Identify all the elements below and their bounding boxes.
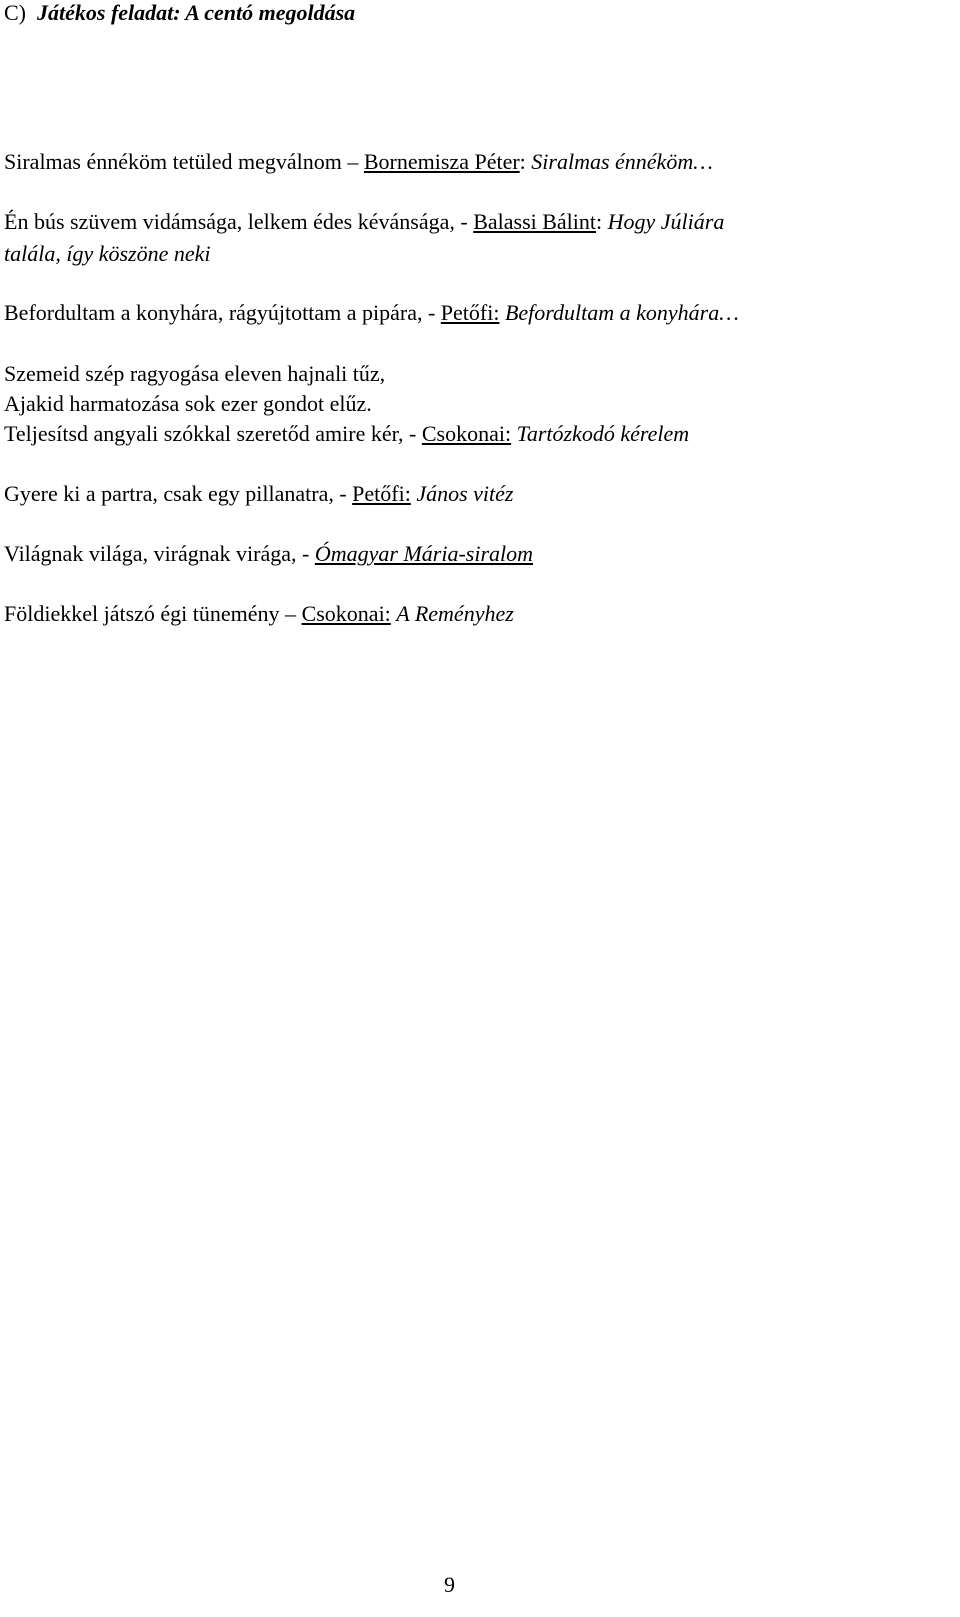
verse-text: Befordultam a konyhára, rágyújtottam a pipára, - [4, 300, 441, 325]
work-title: A Reményhez [396, 601, 514, 626]
cento-line-8 [4, 541, 533, 567]
work-title: Siralmas énnéköm… [531, 149, 713, 174]
work-title: Tartózkodó kérelem [516, 421, 690, 446]
cento-line-9 [4, 601, 514, 627]
verse-text: Teljesítsd angyali szókkal szeretőd amire kér, - [4, 421, 422, 446]
author-name: Csokonai: [421, 421, 512, 446]
work-title: Hogy Júliára [607, 209, 725, 234]
verse-text: Siralmas énnéköm tetüled megválnom – [4, 149, 364, 174]
cento-line-5 [4, 391, 372, 417]
verse-text: Szemeid szép ragyogása eleven hajnali tűz, [4, 361, 386, 386]
work-title: Ómagyar Mária-siralom [314, 541, 534, 566]
cento-line-4 [4, 361, 385, 387]
section-heading [4, 0, 355, 26]
author-name: Petőfi: [352, 481, 411, 506]
author-name: Balassi Bálint [473, 209, 597, 234]
work-title: Befordultam a konyhára… [504, 300, 739, 325]
author-name: Csokonai: [301, 601, 391, 626]
section-title: Játékos feladat: A centó megoldása [37, 0, 356, 25]
cento-line-2: Én bús szüvem vidámsága, lelkem édes kévánsága, - Balassi Bálint: Hogy Júliára [4, 209, 725, 234]
verse-text: Ajakid harmatozása sok ezer gondot elűz. [4, 391, 372, 416]
verse-text: Világnak világa, virágnak virága, - [4, 541, 315, 566]
author-name: Petőfi: [440, 300, 500, 325]
cento-line-1: Siralmas énnéköm tetüled megválnom – Bornemisza Péter: Siralmas énnéköm… [4, 149, 713, 174]
work-title-continued: talála, így köszöne neki [4, 241, 211, 266]
verse-text: Én bús szüvem vidámsága, lelkem édes kévánsága, - [4, 209, 474, 234]
cento-line-7 [4, 481, 514, 507]
author-name: Bornemisza Péter [363, 149, 520, 174]
section-prefix: C) [4, 0, 26, 25]
verse-text: Gyere ki a partra, csak egy pillanatra, - [4, 481, 353, 506]
page-number: 9 [444, 1572, 455, 1597]
cento-line-2-continued [4, 241, 211, 267]
cento-line-6 [4, 421, 689, 447]
work-title: János vitéz [416, 481, 514, 506]
cento-line-3 [4, 300, 739, 326]
verse-text: Földiekkel játszó égi tünemény – [4, 601, 302, 626]
